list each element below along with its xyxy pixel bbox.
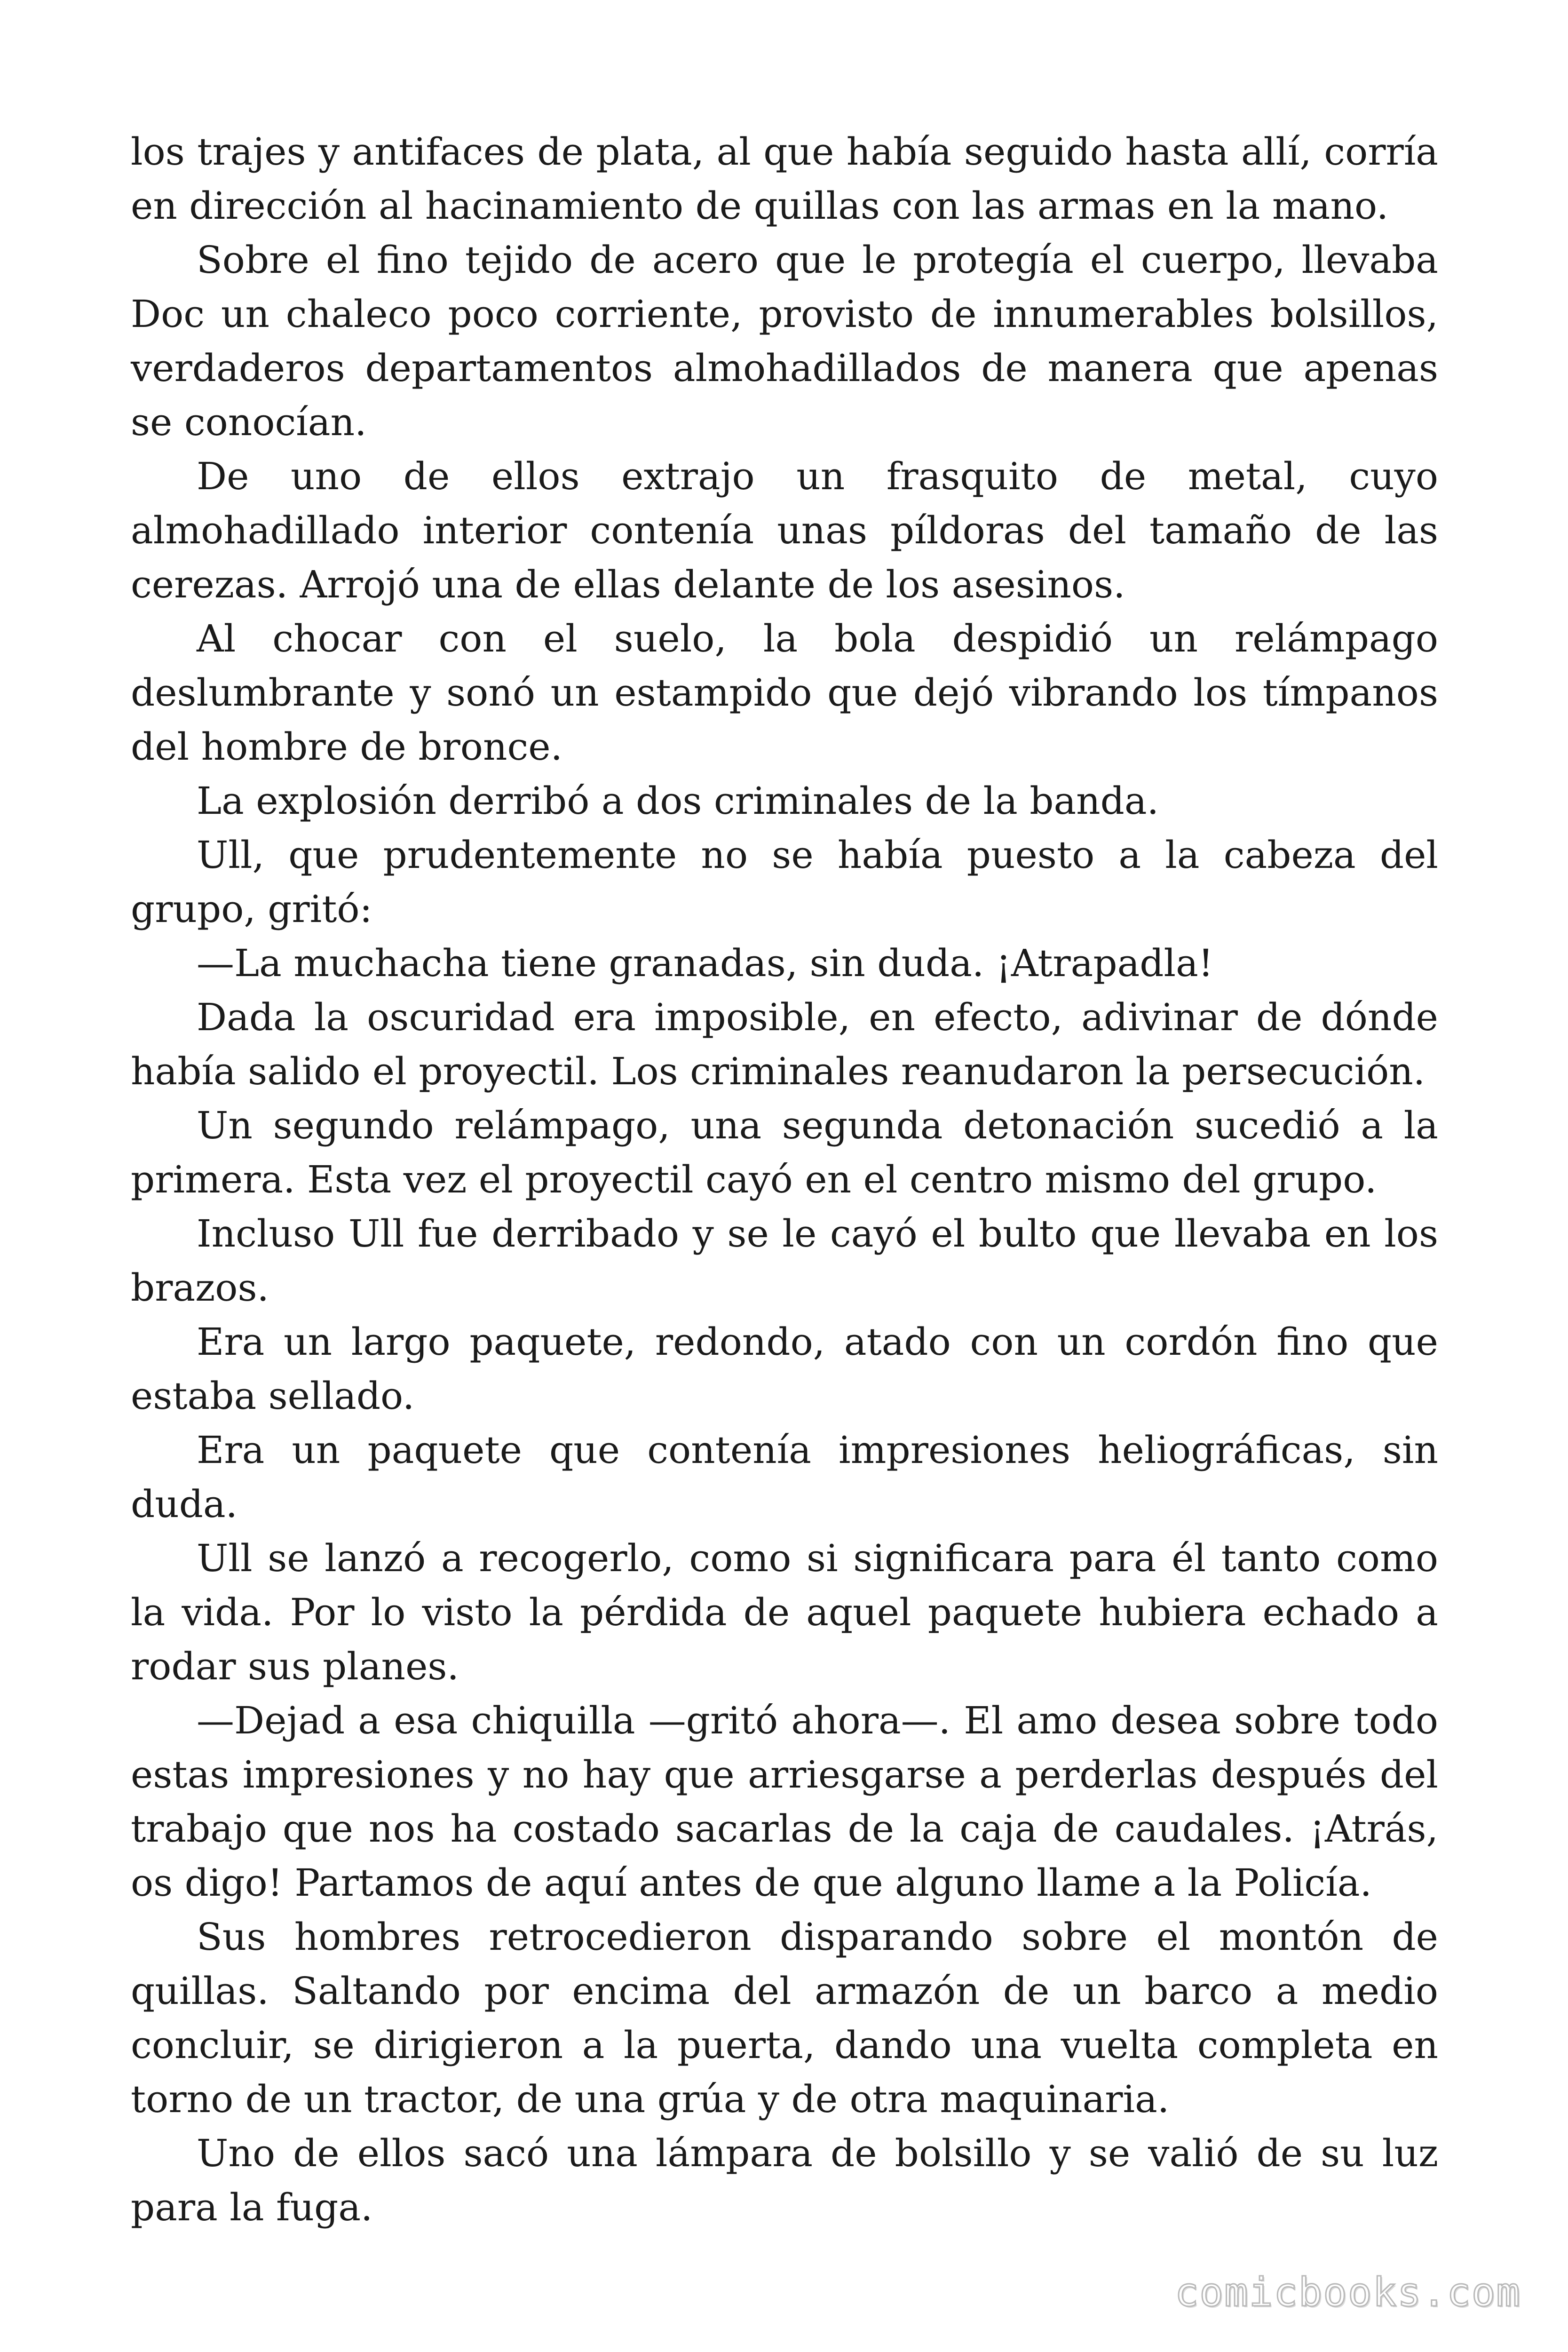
paragraph: Ull se lanzó a recogerlo, como si significara para él tanto como la vida. Por lo visto la pérdida de aquel paquete hubiera echado a rodar sus planes. [131, 1536, 1438, 1688]
paragraph: Sus hombres retrocedieron disparando sobre el montón de quillas. Saltando por encima del armazón de un barco a medio concluir, se dirigieron a la puerta, dando una vuelta completa en torno de un tractor, de una grúa y de otra maquinaria. [131, 1915, 1438, 2121]
paragraph: De uno de ellos extrajo un frasquito de metal, cuyo almohadillado interior contenía unas píldoras del tamaño de las cerezas. Arrojó una de ellas delante de los asesinos. [131, 454, 1438, 606]
paragraph: —La muchacha tiene granadas, sin duda. ¡Atrapadla! [197, 941, 1213, 985]
paragraph: Al chocar con el suelo, la bola despidió un relámpago deslumbrante y sonó un estampido que dejó vibrando los tímpanos del hombre de bronce. [131, 617, 1438, 769]
paragraph: Era un largo paquete, redondo, atado con un cordón fino que estaba sellado. [131, 1320, 1438, 1418]
paragraph: Incluso Ull fue derribado y se le cayó el bulto que llevaba en los brazos. [131, 1212, 1438, 1310]
paragraph: Uno de ellos sacó una lámpara de bolsillo y se valió de su luz para la fuga. [131, 2131, 1438, 2229]
paragraph: —Dejad a esa chiquilla —gritó ahora—. El amo desea sobre todo estas impresiones y no hay que arriesgarse a perderlas después del trabajo que nos ha costado sacarlas de la caja de caudales. ¡Atrás, os digo! Partamos de aquí antes de que alguno llame a la Policía. [131, 1699, 1438, 1905]
paragraph: La explosión derribó a dos criminales de la banda. [197, 779, 1159, 823]
paragraph: los trajes y antifaces de plata, al que había seguido hasta allí, corría en dirección al hacinamiento de quillas con las armas en la mano. [131, 130, 1438, 228]
paragraph: Un segundo relámpago, una segunda detonación sucedió a la primera. Esta vez el proyectil cayó en el centro mismo del grupo. [131, 1104, 1438, 1201]
paragraph: Era un paquete que contenía impresiones heliográficas, sin duda. [131, 1428, 1438, 1526]
page-body [131, 125, 1438, 2234]
paragraph: Ull, que prudentemente no se había puesto a la cabeza del grupo, gritó: [131, 833, 1438, 931]
watermark: comicbooks.com [1174, 2269, 1521, 2315]
paragraph: Sobre el fino tejido de acero que le protegía el cuerpo, llevaba Doc un chaleco poco corriente, provisto de innumerables bolsillos, verdaderos departamentos almohadillados de manera que apenas se conocían. [131, 238, 1438, 444]
paragraph: Dada la oscuridad era imposible, en efecto, adivinar de dónde había salido el proyectil. Los criminales reanudaron la persecución. [131, 995, 1438, 1093]
